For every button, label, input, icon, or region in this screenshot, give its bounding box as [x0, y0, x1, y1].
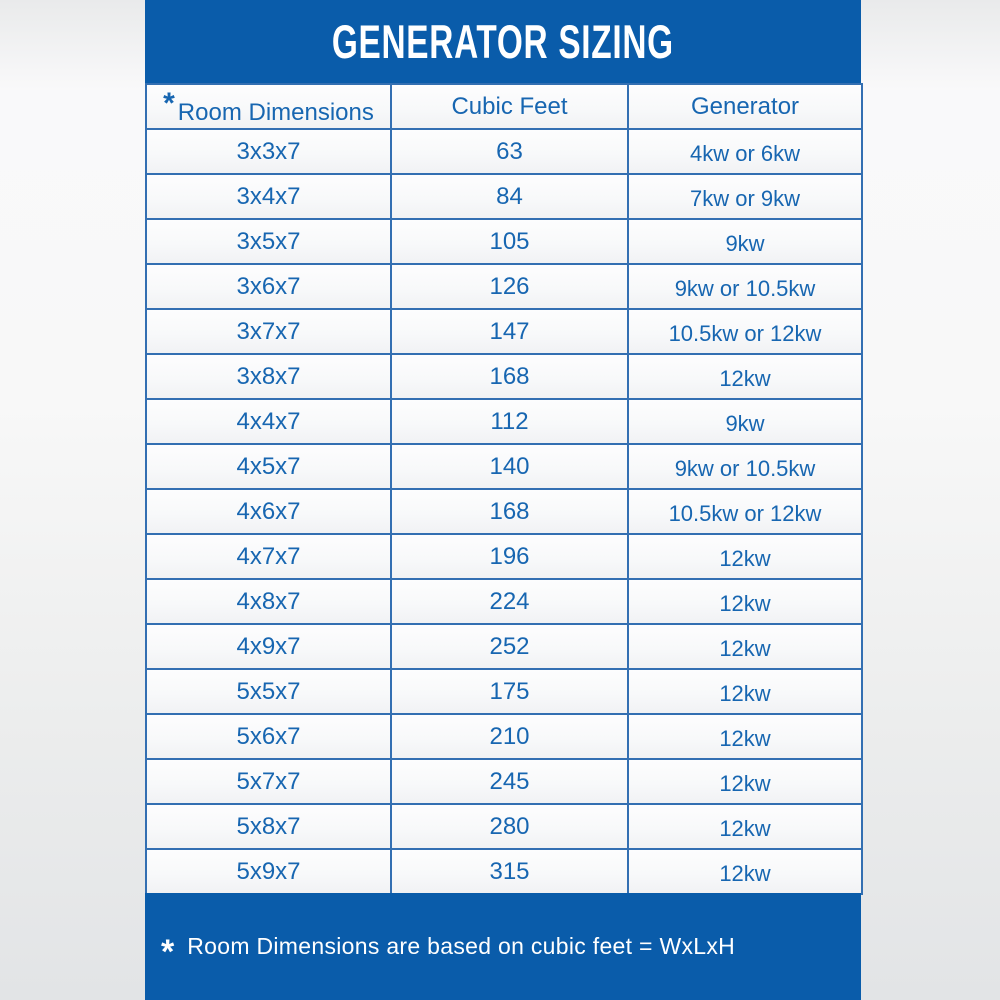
room-dimensions-cell: 3x8x7 [146, 354, 391, 399]
generator-cell: 12kw [628, 759, 862, 804]
table-row [146, 174, 862, 219]
cubic-feet-cell: 112 [391, 399, 628, 444]
table-row [146, 804, 862, 849]
generator-sizing-panel [145, 0, 861, 1000]
room-dimensions-cell: 5x6x7 [146, 714, 391, 759]
generator-cell: 4kw or 6kw [628, 129, 862, 174]
room-dimensions-cell: 4x5x7 [146, 444, 391, 489]
table-row [146, 534, 862, 579]
cubic-feet-cell: 126 [391, 264, 628, 309]
room-dimensions-cell: 4x9x7 [146, 624, 391, 669]
table-row [146, 309, 862, 354]
room-dimensions-cell: 3x5x7 [146, 219, 391, 264]
column-header-label: Room Dimensions [177, 98, 374, 126]
table-row [146, 849, 862, 894]
generator-cell: 10.5kw or 12kw [628, 309, 862, 354]
cubic-feet-cell: 168 [391, 354, 628, 399]
generator-cell: 12kw [628, 849, 862, 894]
table-row [146, 489, 862, 534]
table-row [146, 264, 862, 309]
table-row [146, 579, 862, 624]
generator-cell: 12kw [628, 534, 862, 579]
generator-cell: 9kw or 10.5kw [628, 264, 862, 309]
table-row [146, 354, 862, 399]
cubic-feet-cell: 245 [391, 759, 628, 804]
table-row [146, 444, 862, 489]
table-row [146, 624, 862, 669]
generator-cell: 9kw or 10.5kw [628, 444, 862, 489]
room-dimensions-cell: 5x8x7 [146, 804, 391, 849]
column-header-label: Cubic Feet [451, 92, 568, 120]
table-header-row [146, 84, 862, 129]
cubic-feet-cell: 140 [391, 444, 628, 489]
room-dimensions-cell: 3x4x7 [146, 174, 391, 219]
room-dimensions-cell: 3x7x7 [146, 309, 391, 354]
generator-sizing-table [145, 83, 863, 895]
cubic-feet-cell: 224 [391, 579, 628, 624]
table-row [146, 399, 862, 444]
cubic-feet-cell: 196 [391, 534, 628, 579]
generator-cell: 10.5kw or 12kw [628, 489, 862, 534]
cubic-feet-cell: 168 [391, 489, 628, 534]
column-header-cubic-feet [391, 84, 628, 129]
header-asterisk-icon: * [163, 86, 175, 120]
generator-cell: 12kw [628, 579, 862, 624]
generator-cell: 12kw [628, 669, 862, 714]
room-dimensions-cell: 5x5x7 [146, 669, 391, 714]
table-body [146, 129, 862, 894]
cubic-feet-cell: 105 [391, 219, 628, 264]
room-dimensions-cell: 4x8x7 [146, 579, 391, 624]
room-dimensions-cell: 4x7x7 [146, 534, 391, 579]
footnote-text: Room Dimensions are based on cubic feet = WxLxH [187, 933, 736, 959]
generator-cell: 9kw [628, 399, 862, 444]
column-header-label: Generator [690, 92, 800, 120]
cubic-feet-cell: 63 [391, 129, 628, 174]
generator-cell: 12kw [628, 624, 862, 669]
table-row [146, 129, 862, 174]
room-dimensions-cell: 3x3x7 [146, 129, 391, 174]
generator-cell: 12kw [628, 354, 862, 399]
column-header-generator [628, 84, 862, 129]
table-row [146, 759, 862, 804]
table-row [146, 714, 862, 759]
cubic-feet-cell: 280 [391, 804, 628, 849]
generator-cell: 7kw or 9kw [628, 174, 862, 219]
table-row [146, 219, 862, 264]
room-dimensions-cell: 3x6x7 [146, 264, 391, 309]
generator-cell: 12kw [628, 804, 862, 849]
column-header-room-dimensions [146, 84, 391, 129]
footnote-bar: * Room Dimensions are based on cubic feet = WxLxH [145, 893, 861, 1000]
generator-cell: 9kw [628, 219, 862, 264]
cubic-feet-cell: 84 [391, 174, 628, 219]
room-dimensions-cell: 5x7x7 [146, 759, 391, 804]
cubic-feet-cell: 147 [391, 309, 628, 354]
generator-cell: 12kw [628, 714, 862, 759]
table-row [146, 669, 862, 714]
room-dimensions-cell: 5x9x7 [146, 849, 391, 894]
cubic-feet-cell: 252 [391, 624, 628, 669]
cubic-feet-cell: 210 [391, 714, 628, 759]
page-title: GENERATOR SIZING [332, 15, 674, 68]
room-dimensions-cell: 4x6x7 [146, 489, 391, 534]
room-dimensions-cell: 4x4x7 [146, 399, 391, 444]
cubic-feet-cell: 315 [391, 849, 628, 894]
title-band [145, 0, 861, 83]
cubic-feet-cell: 175 [391, 669, 628, 714]
